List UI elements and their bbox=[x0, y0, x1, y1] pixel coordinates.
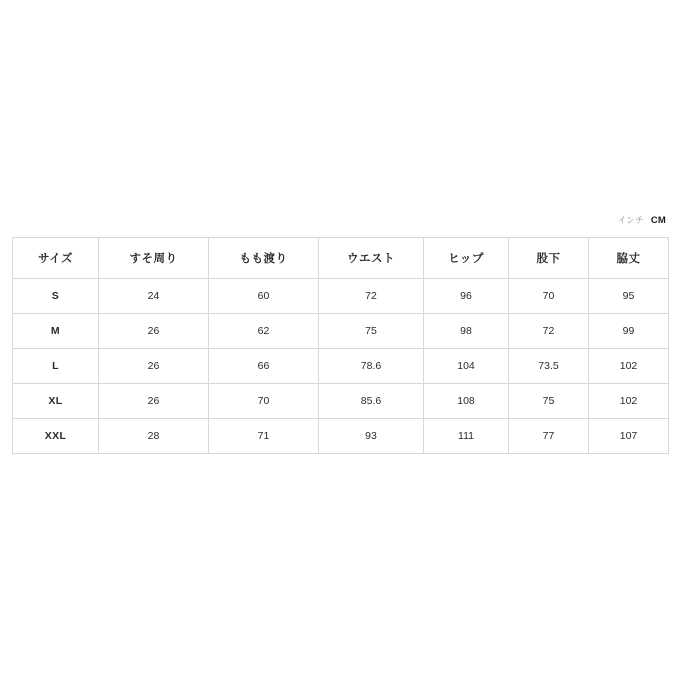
size-table bbox=[12, 237, 669, 454]
cell-hip: 104 bbox=[424, 349, 509, 384]
column-header-thigh: もも渡り bbox=[209, 238, 319, 279]
column-header-size: サイズ bbox=[13, 238, 99, 279]
cell-thigh: 70 bbox=[209, 384, 319, 419]
cell-waist: 85.6 bbox=[319, 384, 424, 419]
row-size-label: XXL bbox=[13, 419, 99, 454]
table-row bbox=[13, 349, 669, 384]
row-size-label: S bbox=[13, 279, 99, 314]
size-table-body bbox=[13, 279, 669, 454]
cell-thigh: 66 bbox=[209, 349, 319, 384]
column-header-waist: ウエスト bbox=[319, 238, 424, 279]
size-table-head bbox=[13, 238, 669, 279]
cell-waist: 75 bbox=[319, 314, 424, 349]
column-header-inseam: 股下 bbox=[509, 238, 589, 279]
cell-hip: 96 bbox=[424, 279, 509, 314]
cell-hem: 26 bbox=[99, 314, 209, 349]
table-row bbox=[13, 279, 669, 314]
cell-inseam: 73.5 bbox=[509, 349, 589, 384]
cell-outseam: 107 bbox=[589, 419, 669, 454]
size-table-container bbox=[12, 237, 668, 454]
row-size-label: M bbox=[13, 314, 99, 349]
cell-outseam: 102 bbox=[589, 384, 669, 419]
cell-waist: 78.6 bbox=[319, 349, 424, 384]
column-header-outseam: 脇丈 bbox=[589, 238, 669, 279]
cell-inseam: 75 bbox=[509, 384, 589, 419]
cell-outseam: 99 bbox=[589, 314, 669, 349]
row-size-label: XL bbox=[13, 384, 99, 419]
cell-hem: 24 bbox=[99, 279, 209, 314]
cell-hip: 108 bbox=[424, 384, 509, 419]
unit-toggle[interactable] bbox=[618, 214, 666, 226]
cell-hem: 26 bbox=[99, 384, 209, 419]
cell-hip: 98 bbox=[424, 314, 509, 349]
cell-outseam: 95 bbox=[589, 279, 669, 314]
table-row bbox=[13, 384, 669, 419]
row-size-label: L bbox=[13, 349, 99, 384]
unit-inch-option[interactable]: インチ bbox=[617, 215, 644, 225]
cell-inseam: 70 bbox=[509, 279, 589, 314]
cell-thigh: 71 bbox=[209, 419, 319, 454]
cell-hip: 111 bbox=[424, 419, 509, 454]
unit-cm-option[interactable]: CM bbox=[650, 215, 666, 226]
table-row bbox=[13, 419, 669, 454]
table-header-row bbox=[13, 238, 669, 279]
cell-waist: 93 bbox=[319, 419, 424, 454]
cell-thigh: 62 bbox=[209, 314, 319, 349]
table-row bbox=[13, 314, 669, 349]
column-header-hip: ヒップ bbox=[424, 238, 509, 279]
cell-inseam: 72 bbox=[509, 314, 589, 349]
column-header-hem: すそ周り bbox=[99, 238, 209, 279]
cell-waist: 72 bbox=[319, 279, 424, 314]
cell-inseam: 77 bbox=[509, 419, 589, 454]
cell-outseam: 102 bbox=[589, 349, 669, 384]
cell-hem: 26 bbox=[99, 349, 209, 384]
cell-thigh: 60 bbox=[209, 279, 319, 314]
cell-hem: 28 bbox=[99, 419, 209, 454]
